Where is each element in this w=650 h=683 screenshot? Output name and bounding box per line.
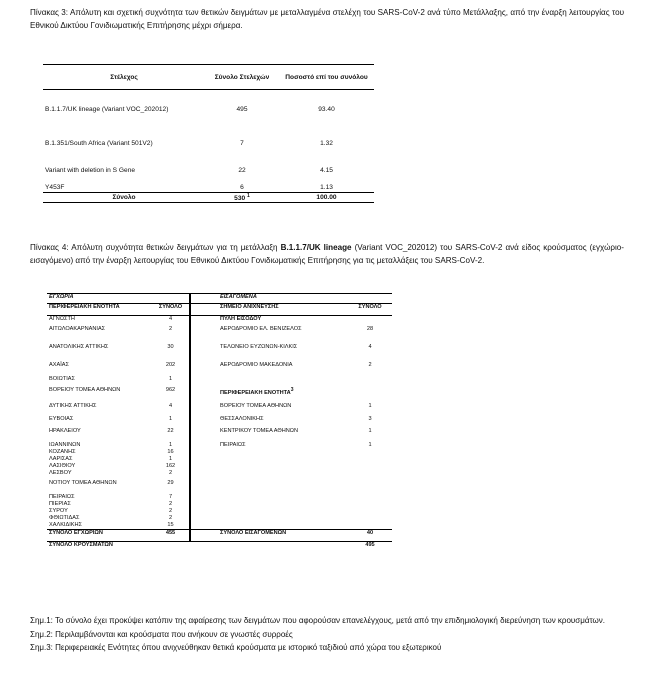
total-cases-label: ΣΥΝΟΛΟ ΚΡΟΥΣΜΑΤΩΝ [47, 542, 152, 556]
local-count: 29 [167, 479, 174, 486]
table-row [47, 470, 392, 480]
table-row [47, 428, 392, 442]
cases-table-wrapper [47, 293, 392, 556]
col-count: Σύνολο Στελεχών [205, 65, 279, 90]
table4-caption: Πίνακας 4: Απόλυτη συχνότητα θετικών δειγμάτων για τη μετάλλαξη B.1.1.7/UK lineage (Variant VOC_202012) του SARS-CoV-2 ανά είδος κρούσματος (εγχώριο-εισαγόμενο) από την έναρξη λειτουργίας του Εθνικού Δικτύου Γονιδιωματικής Επιτήρησης για τις μεταλλάξεις του SARS-CoV-2. [30, 243, 624, 265]
regional-unit: ΚΟΖΑΝΗΣ [49, 448, 76, 455]
detection-point [218, 515, 348, 522]
table-row [47, 501, 392, 508]
table-row [47, 362, 392, 376]
table-row [47, 326, 392, 344]
table-row [47, 442, 392, 449]
regional-unit: ΠΕΙΡΑΙΩΣ [49, 493, 75, 500]
table-row [47, 522, 392, 530]
imported-count [348, 456, 392, 463]
column-header-row [47, 304, 392, 316]
imported-count [348, 463, 392, 470]
section-imported: ΕΙΣΑΓΟΜΕΝΑ [218, 294, 392, 304]
table-row [47, 376, 392, 387]
strain-name: Variant with deletion in S Gene [45, 167, 136, 174]
total-imported: 40 [348, 530, 392, 542]
detection-point [218, 480, 348, 494]
note-2: Σημ.2: Περιλαμβάνονται και κρούσματα που ανήκουν σε γνωστές συρροές [30, 629, 293, 639]
regional-unit: ΑΝΑΤΟΛΙΚΗΣ ΑΤΤΙΚΗΣ [49, 343, 109, 350]
footnote-mark: 3 [290, 386, 294, 393]
local-count: 2 [168, 325, 173, 332]
detection-point [218, 508, 348, 515]
detection-point [218, 522, 348, 530]
regional-unit: ΛΑΡΙΣΑΣ [49, 455, 73, 462]
cases-table [47, 293, 392, 556]
regional-unit: ΝΟΤΙΟΥ ΤΟΜΕΑ ΑΘΗΝΩΝ [49, 479, 117, 486]
detection-point: ΚΕΝΤΡΙΚΟΥ ΤΟΜΕΑ ΑΘΗΝΩΝ [220, 427, 299, 434]
grand-total-row [47, 542, 392, 556]
detection-point [218, 501, 348, 508]
col-regional-unit: ΠΕΡΙΦΕΡΕΙΑΚΗ ΕΝΟΤΗΤΑ [47, 304, 152, 316]
local-count: 2 [168, 514, 173, 521]
strain-count: 22 [238, 167, 246, 174]
table-row [47, 387, 392, 403]
detection-point: ΘΕΣΣΑΛΟΝΙΚΗΣ [220, 415, 264, 422]
detection-point [218, 463, 348, 470]
regional-unit: ΗΡΑΚΛΕΙΟΥ [49, 427, 81, 434]
table-row [47, 403, 392, 416]
regional-unit: ΦΘΙΩΤΙΔΑΣ [49, 514, 80, 521]
local-count: 7 [168, 493, 173, 500]
local-count: 1 [168, 375, 173, 382]
regional-unit: ΔΥΤΙΚΗΣ ΑΤΤΙΚΗΣ [49, 402, 97, 409]
note-1: Σημ.1: Το σύνολο έχει προκύψει κατόπιν της αφαίρεσης των δειγμάτων που αφορούσαν επανελέγχους, μετά από την επιδημιολογική διερεύνηση των κρουσμάτων. [30, 616, 605, 625]
imported-count [348, 316, 392, 326]
imported-count [348, 449, 392, 456]
total-row [43, 193, 374, 203]
col-total-left: ΣΥΝΟΛΟ [152, 304, 190, 316]
imported-count [348, 494, 392, 501]
strain-pct: 1.13 [320, 184, 333, 192]
strain-name: Y453F [45, 184, 65, 192]
regional-unit: ΒΟΡΕΙΟΥ ΤΟΜΕΑ ΑΘΗΝΩΝ [49, 386, 121, 393]
table-row [47, 515, 392, 522]
regional-unit: ΛΑΣΙΘΙΟΥ [49, 462, 76, 469]
local-count: 4 [168, 402, 173, 409]
local-count: 22 [167, 427, 174, 434]
imported-count: 1 [368, 402, 372, 409]
table-row [47, 449, 392, 456]
local-count: 962 [165, 386, 176, 393]
imported-count [348, 501, 392, 508]
regional-unit: ΙΩΑΝΝΙΝΩΝ [49, 441, 81, 448]
imported-count: 3 [368, 415, 372, 422]
strain-count: 7 [240, 140, 244, 147]
section-header-row [47, 294, 392, 304]
totals-row [47, 530, 392, 542]
detection-point: ΒΟΡΕΙΟΥ ΤΟΜΕΑ ΑΘΗΝΩΝ [220, 402, 292, 409]
regional-unit: ΠΙΕΡΙΑΣ [49, 500, 71, 507]
imported-count [348, 376, 392, 387]
regional-unit: ΑΓΝΩΣΤΗ [49, 316, 75, 322]
total-label: Σύνολο [43, 193, 205, 203]
regional-unit: ΑΙΤΩΛΟΑΚΑΡΝΑΝΙΑΣ [49, 325, 106, 332]
col-total-right: ΣΥΝΟΛΟ [348, 304, 392, 316]
footnote-mark: 1 [247, 193, 250, 199]
regional-unit: ΣΥΡΟΥ [49, 507, 68, 514]
local-count: 2 [168, 469, 173, 476]
imported-count [348, 470, 392, 480]
imported-count: 1 [368, 427, 372, 434]
local-count: 202 [165, 361, 176, 368]
table-row [47, 416, 392, 428]
imported-count [348, 515, 392, 522]
total-pct: 100.00 [279, 193, 374, 203]
table-row [47, 463, 392, 470]
local-count: 1 [168, 415, 173, 422]
table-row [47, 480, 392, 494]
detection-point: ΑΕΡΟΔΡΟΜΙΟ ΜΑΚΕΔΟΝΙΑ [220, 361, 293, 368]
total-local-label: ΣΥΝΟΛΟ ΕΓΧΩΡΙΩΝ [47, 530, 152, 542]
imported-count: 4 [368, 343, 372, 350]
strain-name: B.1.351/South Africa (Variant 501V2) [45, 140, 153, 147]
note-3: Σημ.3: Περιφερειακές Ενότητες όπου ανιχνεύθηκαν θετικά κρούσματα με ιστορικό ταξιδιού από χώρα του εξωτερικού [30, 643, 442, 652]
regional-unit: ΒΟΙΩΤΙΑΣ [49, 375, 75, 382]
footnotes [30, 614, 630, 655]
local-count: 162 [165, 462, 176, 469]
strain-count: 6 [240, 184, 244, 192]
strain-pct: 1.32 [320, 140, 333, 147]
imported-count: 28 [366, 325, 374, 332]
strain-pct: 93.40 [318, 106, 335, 114]
detection-point [218, 470, 348, 480]
col-strain: Στέλεχος [43, 65, 205, 90]
variant-table [43, 64, 374, 203]
regional-unit: ΧΑΛΚΙΔΙΚΗΣ [49, 521, 83, 528]
table-row [47, 344, 392, 362]
total-local: 455 [152, 530, 190, 542]
total-imported-label: ΣΥΝΟΛΟ ΕΙΣΑΓΟΜΕΝΩΝ [218, 530, 348, 542]
section-local: ΕΓΧΩΡΙΑ [47, 294, 190, 304]
imported-count [348, 480, 392, 494]
table-row [43, 158, 374, 184]
local-count: 1 [168, 441, 173, 448]
local-count: 2 [168, 500, 173, 507]
col-detection-point: ΣΗΜΕΙΟ ΑΝΙΧΝΕΥΣΗΣ [218, 304, 348, 316]
local-count: 4 [168, 316, 173, 322]
regional-unit: ΛΕΣΒΟΥ [49, 469, 72, 476]
detection-point [218, 376, 348, 387]
strain-count: 495 [236, 106, 248, 114]
table-row [47, 494, 392, 501]
table3-caption: Πίνακας 3: Απόλυτη και σχετική συχνότητα των θετικών δειγμάτων με μεταλλαγμένα στελέχη του SARS-CoV-2 ανά τύπο Μετάλλαξης, από την έναρξη λειτουργίας του Εθνικού Δικτύου Γονιδιωματικής Επιτήρησης μέχρι σήμερα. [30, 8, 624, 30]
imported-count: 2 [368, 361, 372, 368]
local-count: 2 [168, 507, 173, 514]
local-count: 1 [168, 455, 173, 462]
col-percent: Ποσοστό επί του συνόλου [279, 65, 374, 90]
detection-point: ΑΕΡΟΔΡΟΜΙΟ ΕΛ. ΒΕΝΙΖΕΛΟΣ [220, 325, 302, 332]
local-count: 30 [167, 343, 174, 350]
detection-point: ΠΥΛΗ ΕΙΣΟΔΟΥ [220, 316, 262, 322]
imported-count [348, 387, 392, 403]
table-row [47, 508, 392, 515]
regional-unit: ΑΧΑΪΑΣ [49, 361, 69, 368]
detection-point: ΠΕΙΡΑΙΩΣ [220, 441, 246, 448]
imported-count [348, 508, 392, 515]
table-row [47, 316, 392, 326]
strain-pct: 4.15 [320, 167, 333, 174]
detection-point: ΤΕΛΩΝΕΙΟ ΕΥΖΩΝΩΝ-ΚΙΛΚΙΣ [220, 343, 298, 350]
strain-name: B.1.1.7/UK lineage (Variant VOC_202012) [45, 106, 169, 114]
table-row [47, 456, 392, 463]
detection-point [218, 494, 348, 501]
regional-unit: ΕΥΒΟΙΑΣ [49, 415, 74, 422]
imported-count: 1 [368, 441, 372, 448]
detection-point: ΠΕΡΙΦΕΡΕΙΑΚΗ ΕΝΟΤΗΤΑ$^3$ [220, 386, 294, 396]
detection-point [218, 449, 348, 456]
detection-point [218, 456, 348, 463]
local-count: 15 [167, 521, 174, 528]
table-row [43, 130, 374, 158]
table-row [43, 184, 374, 193]
total-cases: 495 [348, 542, 392, 556]
local-count: 16 [167, 448, 174, 455]
total-count: 530 $^1$ [205, 193, 279, 203]
table-row [43, 90, 374, 130]
imported-count [348, 522, 392, 530]
